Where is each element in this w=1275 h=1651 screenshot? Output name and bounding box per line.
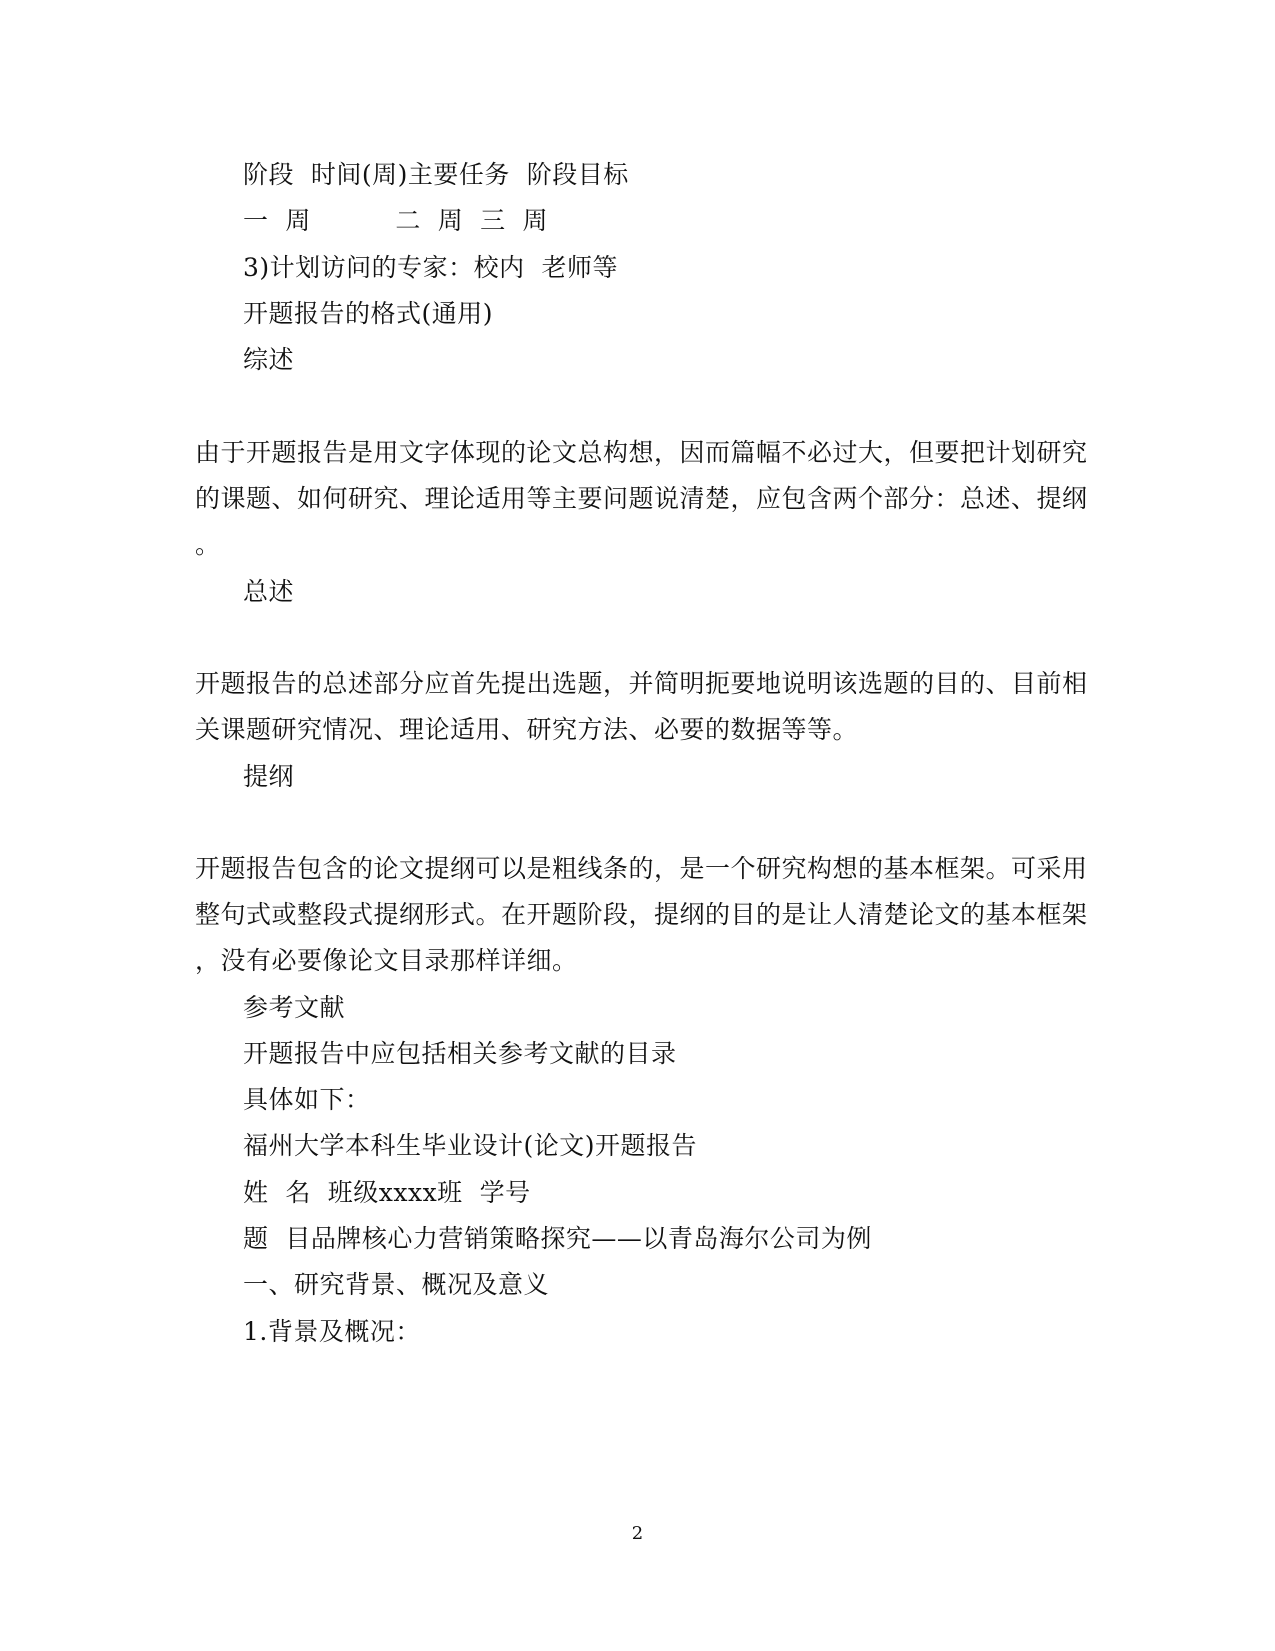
section-heading-overview: 综述 — [243, 345, 295, 374]
page-number: 2 — [631, 1523, 644, 1544]
paragraph-line: 整句式或整段式提纲形式。在开题阶段，提纲的目的是让人清楚论文的基本框架 — [195, 900, 1088, 929]
paragraph-line: ，没有必要像论文目录那样详细。 — [195, 946, 578, 975]
section-heading-outline: 提纲 — [243, 762, 295, 791]
paragraph-line: 开题报告包含的论文提纲可以是粗线条的，是一个研究构想的基本框架。可采用 — [195, 854, 1088, 883]
paragraph-line: 的课题、如何研究、理论适用等主要问题说清楚，应包含两个部分：总述、提纲 — [195, 484, 1088, 513]
paragraph-line: 关课题研究情况、理论适用、研究方法、必要的数据等等。 — [195, 715, 859, 744]
section-heading-references: 参考文献 — [243, 993, 346, 1022]
text-line-planned-experts: 3)计划访问的专家：校内 老师等 — [243, 253, 619, 282]
topic-line: 题 目品牌核心力营销策略探究——以青岛海尔公司为例 — [243, 1224, 872, 1253]
section-heading-summary: 总述 — [243, 577, 295, 606]
paragraph-line: 开题报告的总述部分应首先提出选题，并简明扼要地说明该选题的目的、目前相 — [195, 669, 1088, 698]
paragraph-line: 由于开题报告是用文字体现的论文总构想，因而篇幅不必过大，但要把计划研究 — [195, 438, 1088, 467]
text-line: 开题报告中应包括相关参考文献的目录 — [243, 1039, 677, 1068]
text-line: 具体如下： — [243, 1085, 371, 1114]
text-line-weeks: 一 周 二 周 三 周 — [243, 206, 549, 235]
subsection-heading: 1.背景及概况： — [243, 1317, 421, 1346]
student-info-line: 姓 名 班级xxxx班 学号 — [243, 1178, 531, 1207]
text-line-stage-table-header: 阶段 时间(周)主要任务 阶段目标 — [243, 160, 629, 189]
section-heading-format: 开题报告的格式(通用) — [243, 299, 494, 328]
paragraph-line: 。 — [195, 530, 221, 559]
report-title: 福州大学本科生毕业设计(论文)开题报告 — [243, 1131, 698, 1160]
section-heading-background: 一、研究背景、概况及意义 — [243, 1270, 550, 1299]
